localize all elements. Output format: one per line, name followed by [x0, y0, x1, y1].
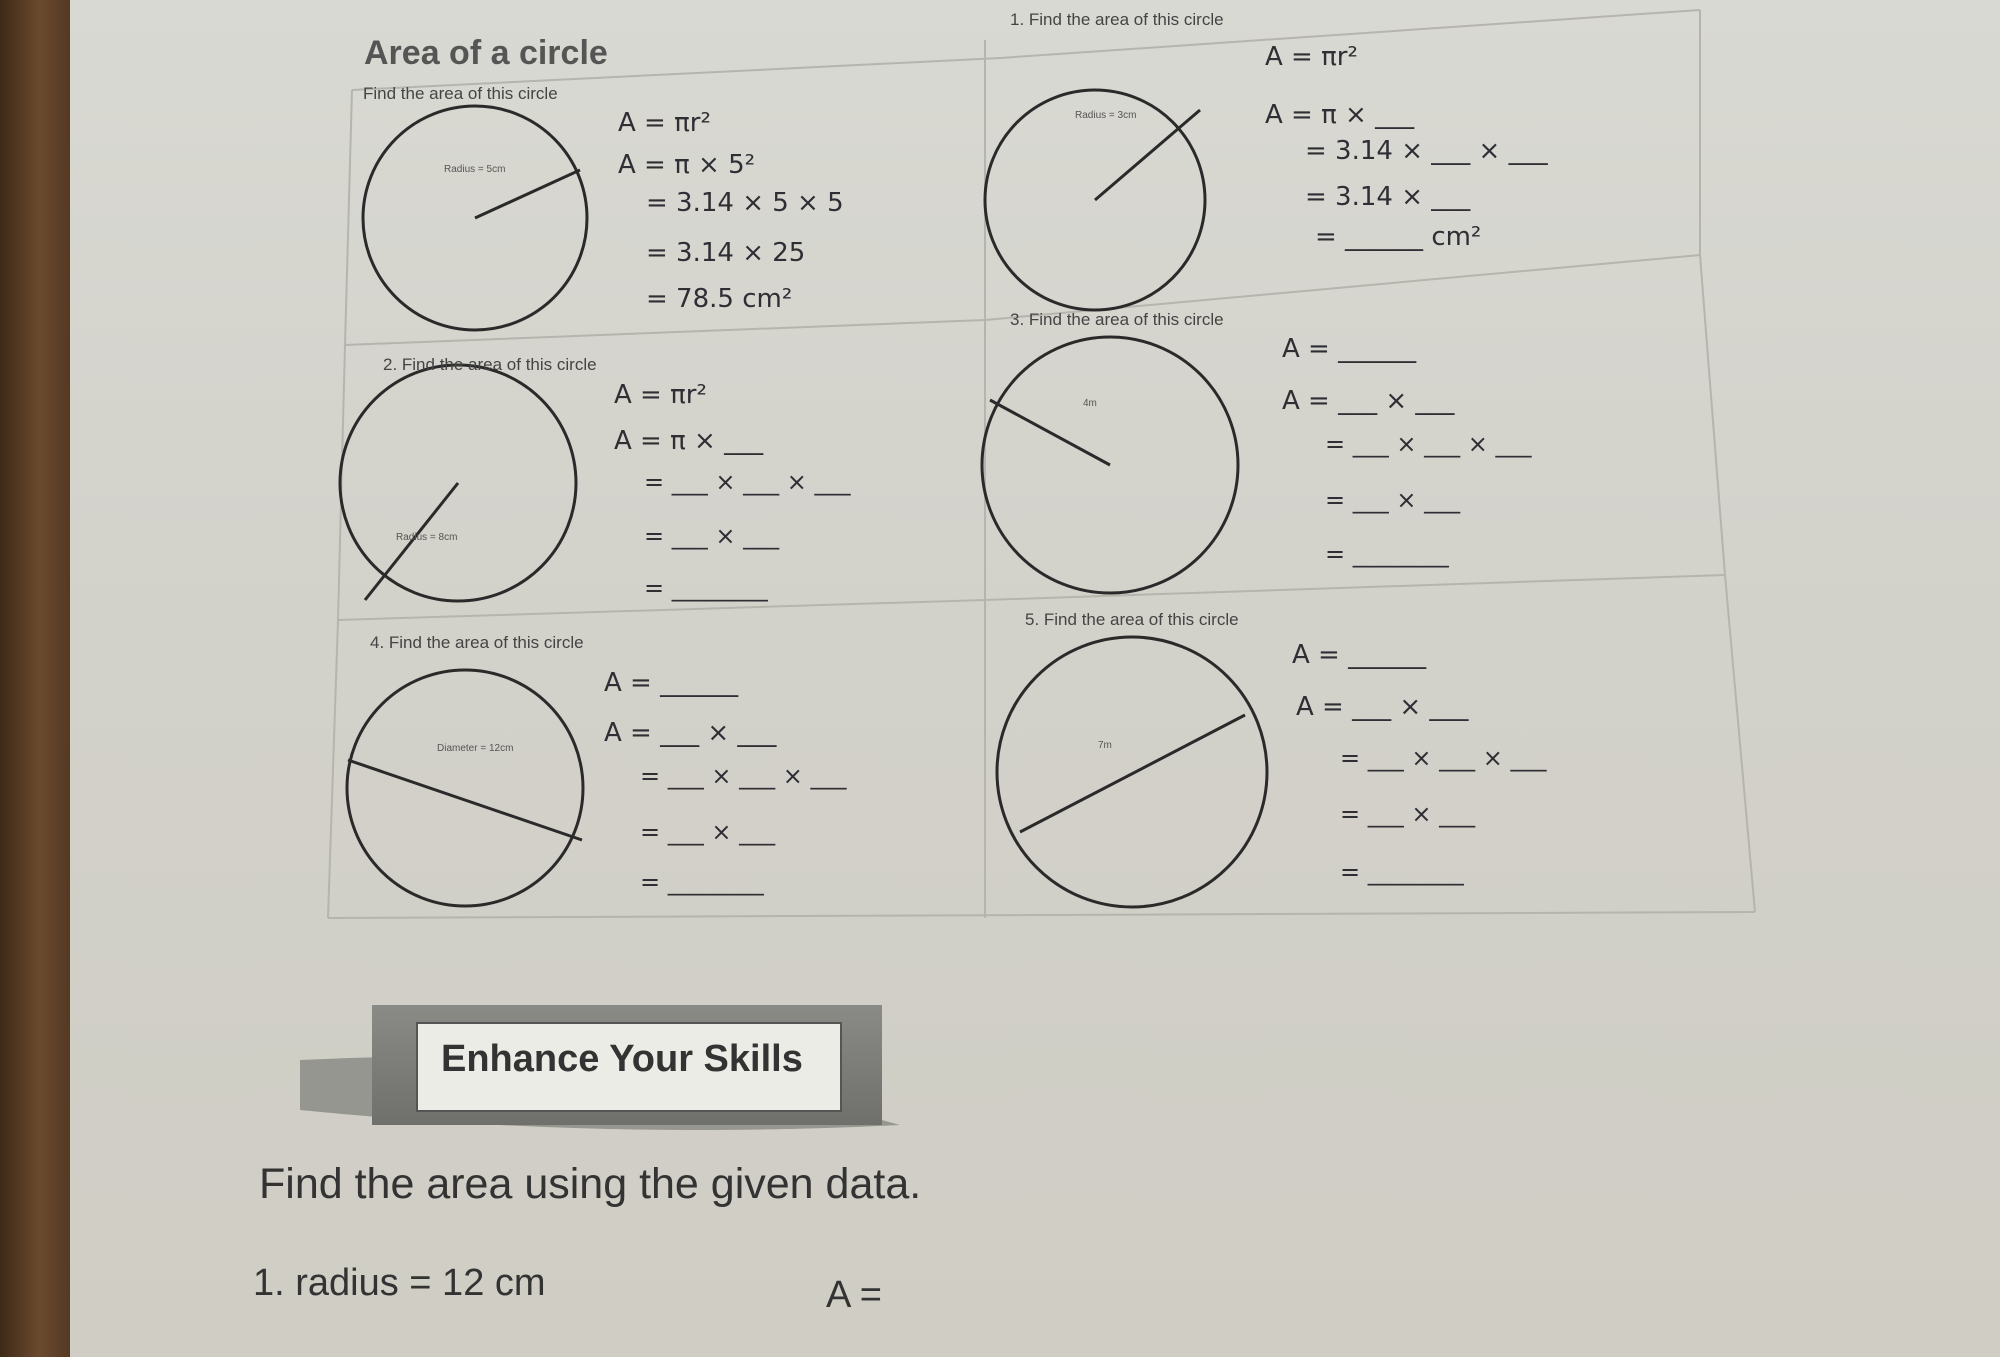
q4-line-1: A = ______ — [604, 668, 739, 698]
q4-line-2: A = ___ × ___ — [604, 718, 777, 748]
q2-line-4: = ___ × ___ — [644, 522, 780, 550]
q5-line-1: A = ______ — [1292, 640, 1427, 670]
q4-heading: 4. Find the area of this circle — [370, 633, 584, 652]
q1-line-4: = 3.14 × ___ — [1305, 182, 1471, 212]
q3-line-2: A = ___ × ___ — [1282, 386, 1455, 416]
q3-line-4: = ___ × ___ — [1325, 486, 1461, 514]
example-line-5: = 78.5 cm² — [646, 284, 793, 314]
q1-line-3: = 3.14 × ___ × ___ — [1305, 136, 1548, 166]
q5-circle — [997, 637, 1267, 907]
example-heading: Find the area of this circle — [363, 84, 558, 103]
example-line-1: A = πr² — [618, 108, 711, 138]
q5-line-5: = ________ — [1340, 858, 1464, 886]
q5-radius-label: 7m — [1098, 740, 1112, 751]
q1-radius-label: Radius = 3cm — [1075, 110, 1137, 121]
enhance-banner-title: Enhance Your Skills — [441, 1038, 803, 1080]
q3-line-3: = ___ × ___ × ___ — [1325, 430, 1532, 458]
q2-line-5: = ________ — [644, 574, 768, 602]
enhance-item-1: 1. radius = 12 cm — [253, 1262, 546, 1304]
q5-line-3: = ___ × ___ × ___ — [1340, 744, 1547, 772]
enhance-item-1-answer: A = — [826, 1274, 882, 1316]
q5-heading: 5. Find the area of this circle — [1025, 610, 1239, 629]
q1-heading: 1. Find the area of this circle — [1010, 10, 1224, 29]
example-radius-label: Radius = 5cm — [444, 164, 506, 175]
q5-line-2: A = ___ × ___ — [1296, 692, 1469, 722]
q3-line-1: A = ______ — [1282, 334, 1417, 364]
example-line-2: A = π × 5² — [618, 150, 756, 180]
q1-line-2: A = π × ___ — [1265, 100, 1415, 130]
q3-heading: 3. Find the area of this circle — [1010, 310, 1224, 329]
enhance-instruction: Find the area using the given data. — [259, 1160, 922, 1208]
q1-line-5: = ______ cm² — [1315, 222, 1482, 252]
example-line-3: = 3.14 × 5 × 5 — [646, 188, 844, 218]
q4-line-3: = ___ × ___ × ___ — [640, 762, 847, 790]
q2-heading: 2. Find the area of this circle — [383, 355, 597, 374]
q1-line-1: A = πr² — [1265, 42, 1358, 72]
q2-line-2: A = π × ___ — [614, 426, 764, 456]
q4-circle — [347, 670, 583, 906]
q4-line-5: = ________ — [640, 868, 764, 896]
q2-line-1: A = πr² — [614, 380, 707, 410]
q3-radius-label: 4m — [1083, 398, 1097, 409]
example-line-4: = 3.14 × 25 — [646, 238, 806, 268]
q5-line-4: = ___ × ___ — [1340, 800, 1476, 828]
q2-radius-label: Radius = 8cm — [396, 532, 458, 543]
q4-line-4: = ___ × ___ — [640, 818, 776, 846]
worksheet-title: Area of a circle — [364, 34, 608, 72]
q2-line-3: = ___ × ___ × ___ — [644, 468, 851, 496]
q4-radius-label: Diameter = 12cm — [437, 743, 514, 754]
q3-line-5: = ________ — [1325, 540, 1449, 568]
